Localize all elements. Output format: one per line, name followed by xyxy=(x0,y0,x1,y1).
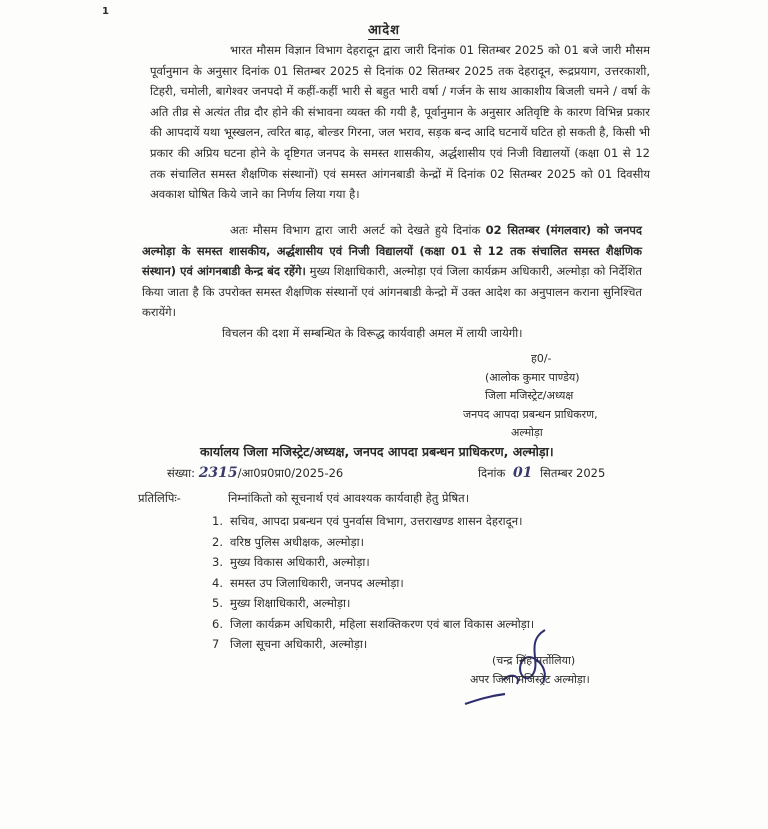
date-label: दिनांक xyxy=(478,466,506,480)
list-item: 5. मुख्य शिक्षाधिकारी, अल्मोड़ा। xyxy=(212,596,351,610)
para2-bold: 02 सितम्बर (मंगलवार) को जनपद अल्मोड़ा के समस्त शासकीय, अर्द्धशासीय एवं निजी विद्यालयों (कक्षा 01 से 12 तक संचालित समस्त शैक्षणिक संस्थान) एवं आंगनबाडी केन्द्र बंद रहेंगे। xyxy=(142,223,643,279)
signatory-place: अल्मोड़ा xyxy=(511,426,543,439)
signatory-designation-adm: अपर जिला मजिस्ट्रेट अल्मोड़ा। xyxy=(470,672,590,686)
list-item: 6. जिला कार्यक्रम अधिकारी, महिला सशक्तिकरण एवं बाल विकास अल्मोड़ा। xyxy=(212,616,535,631)
para2-end: मुख्य शिक्षाधिकारी, अल्मोड़ा एवं जिला कार्यक्रम अधिकारी, अल्मोड़ा को निर्देशित किया जाता है कि उपरोक्त समस्त शैक्षणिक संस्थानों एवं आंगनबाडी केन्द्रो में उक्त आदेश का अनुपालन कराना सुनिश्चित करायेंगे। xyxy=(142,264,642,320)
signatory-name: (आलोक कुमार पाण्डेय) xyxy=(485,370,580,384)
sd-mark: ह0/- xyxy=(531,352,552,365)
signatory-name-adm: (चन्द्र सिंह मर्तोलिया) xyxy=(492,654,576,667)
corner-mark: 1 xyxy=(102,6,109,17)
list-item: 2. वरिष्ठ पुलिस अधीक्षक, अल्मोड़ा। xyxy=(212,534,365,549)
list-item: 1. सचिव, आपदा प्रबन्धन एवं पुनर्वास विभाग, उत्तराखण्ड शासन देहरादून। xyxy=(212,514,523,528)
office-heading: कार्यालय जिला मजिस्ट्रेट/अध्यक्ष, जनपद आपदा प्रबन्धन प्राधिकरण, अल्मोड़ा। xyxy=(200,444,554,459)
para2-start: अतः मौसम विभाग द्वारा जारी अलर्ट को देखते हुये दिनांक xyxy=(230,223,481,237)
ref-suffix: /आ0प्र0प्रा0/2025-26 xyxy=(237,466,344,480)
order-title-text: आदेश xyxy=(367,23,401,38)
copy-intro: निम्नांकितो को सूचनार्थ एवं आवश्यक कार्यवाही हेतु प्रेषित। xyxy=(228,491,470,505)
order-paragraph-3: विचलन की दशा में सम्बन्धित के विरूद्ध कार्यवाही अमल में लायी जायेगी। xyxy=(222,325,523,340)
signature-block-adm xyxy=(470,652,590,689)
signatory-authority: जनपद आपदा प्रबन्धन प्राधिकरण, xyxy=(463,407,598,421)
signatory-designation: जिला मजिस्ट्रेट/अध्यक्ष xyxy=(485,389,574,402)
signature-block-dm xyxy=(463,350,598,443)
order-paragraph-2 xyxy=(142,220,642,344)
date-rest: सितम्बर 2025 xyxy=(540,466,606,480)
order-title xyxy=(0,20,768,38)
list-item: 3. मुख्य विकास अधिकारी, अल्मोड़ा। xyxy=(212,555,370,569)
copy-label: प्रतिलिपिः- xyxy=(138,491,181,505)
list-item: 7 जिला सूचना अधिकारी, अल्मोड़ा। xyxy=(212,637,368,651)
date-day-handwritten: 01 xyxy=(512,465,533,481)
order-paragraph-1: भारत मौसम विज्ञान विभाग देहरादून द्वारा जारी दिनांक 01 सितम्बर 2025 को 01 बजे जारी मौसम पूर्वानुमान के अनुसार दिनांक 01 सितम्बर 2025 से दिनांक 02 सितम्बर 2025 तक देहरादून, रूद्रप्रयाग, उत्तरकाशी, टिहरी, चमोली, बागेश्वर जनपदो में कहीं-कहीं भारी से बहुत भारी वर्षा / गर्जन के साथ आकाशीय बिजली चमने / वर्षा के अति तीव्र से अत्यंत तीव्र दौर होने की संभावना व्यक्त की गयी है, पूर्वानुमान के अनुसार अतिवृष्टि के कारण विभिन्न प्रकार की आपदायें यथा भूस्खलन, त्वरित बाढ़, बोल्डर गिरना, जल भराव, सड़क बन्द आदि घटनायें घटित हो सकती है, किसी भी प्रकार की अप्रिय घटना होने के दृष्टिगत जनपद के समस्त शासकीय, अर्द्धशासीय एवं निजी विद्यालयों (कक्षा 01 से 12 तक संचालित समस्त शैक्षणिक संस्थानों) एवं समस्त आंगनबाडी केन्द्रों में दिनांक 02 सितम्बर 2025 को 01 दिवसीय अवकाश घोषित किये जाने का निर्णय लिया गया है। xyxy=(150,43,650,202)
list-item: 4. समस्त उप जिलाधिकारी, जनपद अल्मोड़ा। xyxy=(212,575,404,590)
ref-label: संख्या: xyxy=(167,466,196,480)
reference-number xyxy=(167,465,343,481)
ref-number-handwritten: 2315 xyxy=(198,465,238,481)
reference-date xyxy=(478,465,605,481)
